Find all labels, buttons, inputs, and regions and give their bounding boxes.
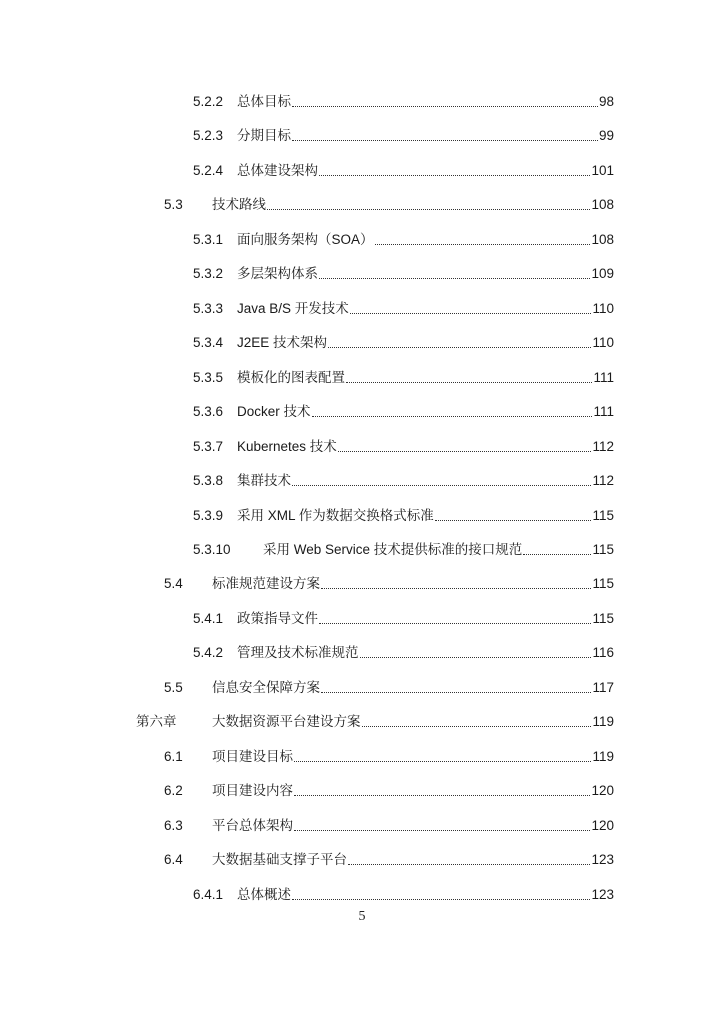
toc-number: 5.3.1 xyxy=(193,232,224,247)
toc-entry-5-5 xyxy=(164,676,614,696)
toc-number: 6.3 xyxy=(164,818,183,833)
toc-number: 5.5 xyxy=(164,680,183,695)
toc-number: 5.3.10 xyxy=(193,542,231,557)
toc-entry-5-3-9 xyxy=(193,504,614,524)
toc-number: 5.3.3 xyxy=(193,301,224,316)
toc-leader-dots xyxy=(294,795,590,796)
toc-page: 115 xyxy=(592,576,614,591)
toc-entry-6-1 xyxy=(164,745,614,765)
toc-entry-6-4-1 xyxy=(193,883,614,903)
toc-title: 分期目标 xyxy=(237,128,291,143)
toc-page: 112 xyxy=(592,439,614,454)
toc-page: 123 xyxy=(591,852,614,867)
toc-title: 标准规范建设方案 xyxy=(212,576,320,591)
toc-entry-5-3-8 xyxy=(193,469,614,489)
toc-entry-6-3 xyxy=(164,814,614,834)
toc-number: 5.3.6 xyxy=(193,404,224,419)
toc-leader-dots xyxy=(319,623,591,624)
toc-page: 98 xyxy=(598,94,614,109)
toc-title: 技术路线 xyxy=(212,197,266,212)
toc-number: 5.3.8 xyxy=(193,473,224,488)
toc-title: 管理及技术标准规范 xyxy=(237,645,359,660)
toc-number: 5.3.2 xyxy=(193,266,224,281)
toc-number: 5.4.2 xyxy=(193,645,224,660)
toc-number: 5.3.5 xyxy=(193,370,224,385)
toc-page: 115 xyxy=(592,542,614,557)
toc-title: 大数据资源平台建设方案 xyxy=(212,714,361,729)
toc-page: 116 xyxy=(592,645,614,660)
toc-title: J2EE 技术架构 xyxy=(237,335,328,350)
toc-title: 总体目标 xyxy=(237,94,291,109)
toc-entry-5-3-10 xyxy=(193,538,614,558)
toc-title: 多层架构体系 xyxy=(237,266,318,281)
toc-number: 第六章 xyxy=(136,714,177,729)
toc-entry-5-3-4 xyxy=(193,331,614,351)
toc-entry-5-3-5 xyxy=(193,366,614,386)
toc-page: 123 xyxy=(591,887,614,902)
toc-leader-dots xyxy=(375,244,591,245)
toc-leader-dots xyxy=(360,657,592,658)
toc-page: 110 xyxy=(592,301,614,316)
toc-leader-dots xyxy=(292,140,598,141)
toc-leader-dots xyxy=(321,692,591,693)
toc-entry-5-2-4 xyxy=(193,159,614,179)
toc-page: 99 xyxy=(598,128,614,143)
toc-leader-dots xyxy=(292,899,590,900)
toc-leader-dots xyxy=(319,278,590,279)
toc-leader-dots xyxy=(294,830,590,831)
toc-entry-5-4 xyxy=(164,572,614,592)
toc-title: 项目建设内容 xyxy=(212,783,293,798)
toc-title: 信息安全保障方案 xyxy=(212,680,320,695)
toc-leader-dots xyxy=(328,347,591,348)
toc-number: 5.2.2 xyxy=(193,94,224,109)
toc-page: 119 xyxy=(592,749,614,764)
toc-number: 5.2.3 xyxy=(193,128,224,143)
toc-entry-5-2-3 xyxy=(193,124,614,144)
toc-page: 115 xyxy=(592,508,614,523)
toc-entry-5-3-7 xyxy=(193,435,614,455)
toc-page: 115 xyxy=(592,611,614,626)
toc-number: 6.4 xyxy=(164,852,183,867)
toc-title: 采用 XML 作为数据交换格式标准 xyxy=(237,508,434,523)
toc-leader-dots xyxy=(350,313,592,314)
toc-entry-5-3-2 xyxy=(193,262,614,282)
toc-title: 采用 Web Service 技术提供标准的接口规范 xyxy=(263,542,523,557)
page-number: 5 xyxy=(358,909,366,924)
toc-title: 模板化的图表配置 xyxy=(237,370,345,385)
toc-title: 大数据基础支撑子平台 xyxy=(212,852,347,867)
toc-leader-dots xyxy=(267,209,590,210)
toc-page: 101 xyxy=(591,163,614,178)
toc-entry-5-3-3 xyxy=(193,297,614,317)
toc-page: 109 xyxy=(591,266,614,281)
toc-title: 总体概述 xyxy=(237,887,291,902)
toc-entry-5-4-2 xyxy=(193,641,614,661)
toc-leader-dots xyxy=(348,864,590,865)
toc-leader-dots xyxy=(294,761,591,762)
toc-entry-chapter-6 xyxy=(136,710,614,730)
toc-number: 5.3.7 xyxy=(193,439,224,454)
toc-leader-dots xyxy=(312,416,593,417)
toc-leader-dots xyxy=(321,588,591,589)
toc-page: 120 xyxy=(591,818,614,833)
toc-entry-5-3-6 xyxy=(193,400,614,420)
toc-number: 5.3.9 xyxy=(193,508,224,523)
toc-page: 117 xyxy=(592,680,614,695)
toc-entry-5-4-1 xyxy=(193,607,614,627)
toc-title: 政策指导文件 xyxy=(237,611,318,626)
toc-number: 5.4 xyxy=(164,576,183,591)
toc-entry-6-2 xyxy=(164,779,614,799)
toc-leader-dots xyxy=(338,451,592,452)
toc-number: 5.3.4 xyxy=(193,335,224,350)
toc-number: 6.4.1 xyxy=(193,887,224,902)
toc-title: 面向服务架构（SOA） xyxy=(237,232,374,247)
toc-title: Java B/S 开发技术 xyxy=(237,301,349,316)
toc-title: 集群技术 xyxy=(237,473,291,488)
toc-leader-dots xyxy=(346,382,592,383)
toc-number: 6.1 xyxy=(164,749,183,764)
toc-page: 112 xyxy=(592,473,614,488)
toc-page: 119 xyxy=(592,714,614,729)
toc-number: 5.2.4 xyxy=(193,163,224,178)
toc-number: 6.2 xyxy=(164,783,183,798)
toc-leader-dots xyxy=(362,726,592,727)
toc-leader-dots xyxy=(319,175,590,176)
toc-title: 项目建设目标 xyxy=(212,749,293,764)
toc-number: 5.4.1 xyxy=(193,611,224,626)
toc-entry-5-3 xyxy=(164,193,614,213)
toc-title: 总体建设架构 xyxy=(237,163,318,178)
toc-title: Kubernetes 技术 xyxy=(237,439,337,454)
toc-page: 120 xyxy=(591,783,614,798)
toc-leader-dots xyxy=(292,485,591,486)
toc-leader-dots xyxy=(292,106,598,107)
toc-title: 平台总体架构 xyxy=(212,818,293,833)
toc-page: 110 xyxy=(592,335,614,350)
toc-page: 108 xyxy=(591,197,614,212)
toc-page: 111 xyxy=(593,404,614,419)
toc-leader-dots xyxy=(523,554,591,555)
toc-title: Docker 技术 xyxy=(237,404,311,419)
toc-entry-5-2-2 xyxy=(193,90,614,110)
toc-entry-5-3-1 xyxy=(193,228,614,248)
toc-number: 5.3 xyxy=(164,197,183,212)
toc-leader-dots xyxy=(435,520,592,521)
toc-page: 108 xyxy=(591,232,614,247)
toc-entry-6-4 xyxy=(164,848,614,868)
toc-page: 111 xyxy=(593,370,614,385)
